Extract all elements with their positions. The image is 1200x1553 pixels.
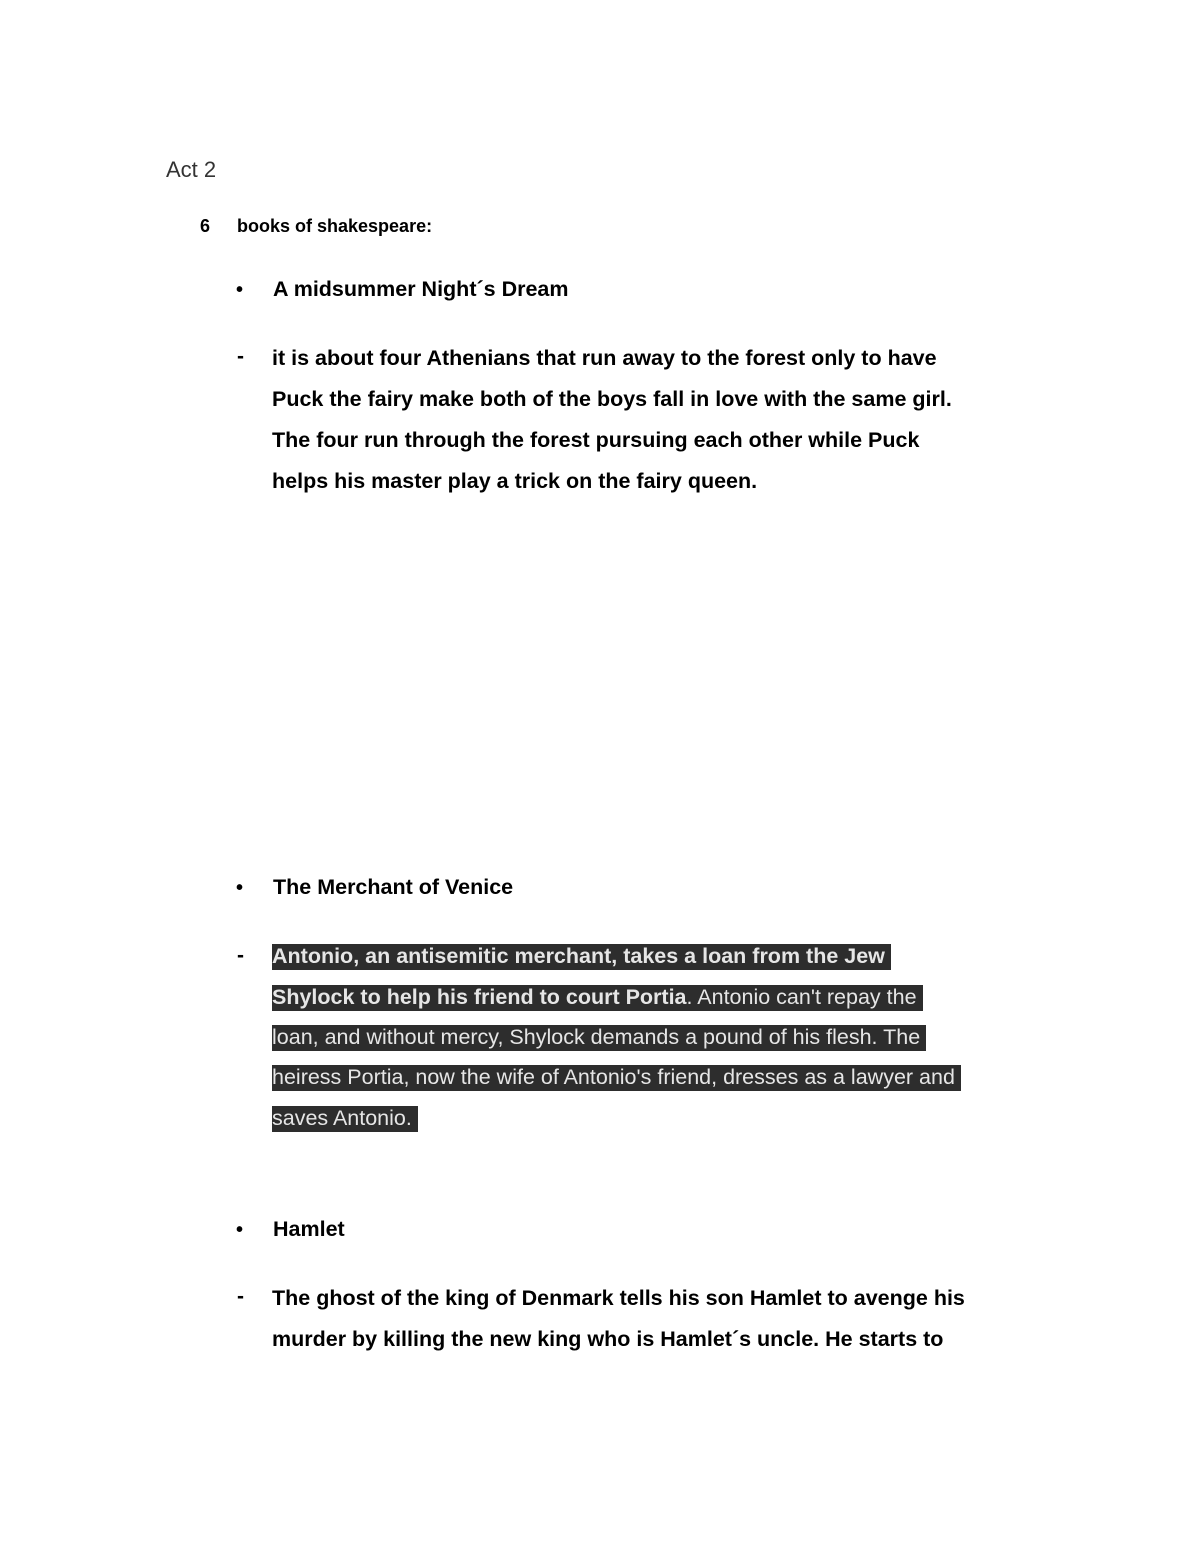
- heading-text: books of shakespeare:: [237, 216, 433, 236]
- section-title-hamlet: Hamlet: [273, 1217, 345, 1241]
- paragraph-line: The ghost of the king of Denmark tells his son Hamlet to avenge his: [272, 1286, 965, 1310]
- highlighted-bold-text: Shylock to help his friend to court Portia: [272, 985, 687, 1009]
- highlighted-plain-text: saves Antonio.: [272, 1106, 418, 1132]
- paragraph-line: it is about four Athenians that run away to the forest only to have: [272, 346, 937, 370]
- highlighted-line: [272, 984, 923, 1010]
- paragraph-line: murder by killing the new king who is Hamlet´s uncle. He starts to: [272, 1327, 944, 1351]
- dash-marker: -: [237, 1285, 244, 1308]
- highlighted-plain-text: . Antonio can't repay the: [686, 985, 917, 1009]
- dash-marker: -: [237, 944, 244, 967]
- highlighted-line: [272, 1024, 926, 1050]
- section-title-midsummer: A midsummer Night´s Dream: [273, 277, 569, 301]
- highlighted-line: [272, 943, 891, 969]
- act-title: Act 2: [166, 157, 217, 182]
- highlighted-plain-text: heiress Portia, now the wife of Antonio's friend, dresses as a lawyer and: [272, 1065, 961, 1091]
- bullet-icon: •: [236, 279, 244, 301]
- paragraph-line: Puck the fairy make both of the boys fall in love with the same girl.: [272, 387, 952, 411]
- paragraph-line: The four run through the forest pursuing each other while Puck: [272, 428, 920, 452]
- highlighted-plain-text: loan, and without mercy, Shylock demands a pound of his flesh. The: [272, 1025, 926, 1051]
- section-title-merchant: The Merchant of Venice: [273, 875, 514, 899]
- highlighted-line: [272, 1064, 961, 1090]
- bullet-icon: •: [236, 1219, 244, 1241]
- bullet-icon: •: [236, 877, 244, 899]
- heading-number: 6: [200, 216, 211, 236]
- highlighted-bold-text: Antonio, an antisemitic merchant, takes a loan from the Jew: [272, 944, 885, 968]
- dash-marker: -: [237, 345, 244, 368]
- paragraph-line: helps his master play a trick on the fairy queen.: [272, 469, 758, 493]
- highlighted-line: [272, 1105, 418, 1131]
